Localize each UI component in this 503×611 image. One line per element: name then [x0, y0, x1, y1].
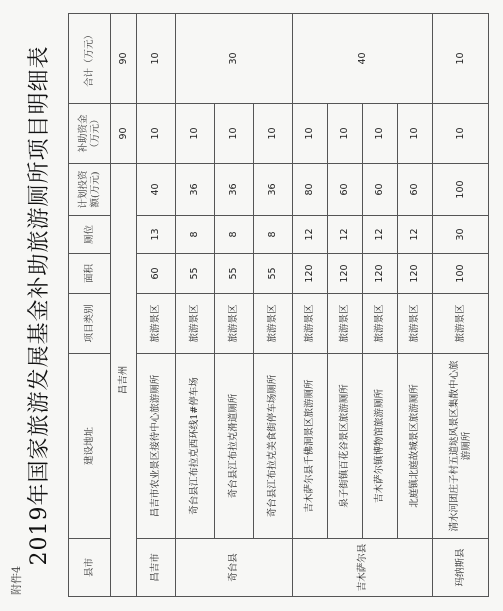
subsidy-cell: 10 [176, 104, 215, 164]
stalls-cell: 30 [433, 216, 489, 254]
area-cell: 120 [293, 254, 328, 294]
subsidy-cell: 10 [433, 104, 489, 164]
header-investment: 计划投资额(万元) [69, 164, 111, 216]
total-cell: 10 [137, 14, 176, 104]
subsidy-cell: 10 [293, 104, 328, 164]
type-cell: 旅游景区 [363, 294, 398, 354]
subsidy-cell: 10 [328, 104, 363, 164]
header-type: 项目类别 [69, 294, 111, 354]
subtotal-row [111, 14, 137, 597]
header-total: 合计（万元） [69, 14, 111, 104]
attachment-label: 附件4 [10, 566, 23, 595]
investment-cell: 80 [293, 164, 328, 216]
stalls-cell: 8 [176, 216, 215, 254]
document-title: 2019年国家旅游发展基金补助旅游厕所项目明细表 [27, 45, 52, 566]
header-address: 建设地址 [69, 354, 111, 539]
table-row [137, 14, 176, 597]
investment-cell: 36 [254, 164, 293, 216]
header-stalls: 厕位 [69, 216, 111, 254]
county-cell: 玛纳斯县 [433, 539, 489, 597]
project-table [68, 13, 489, 597]
county-cell: 昌吉市 [137, 539, 176, 597]
table-row [433, 14, 489, 597]
table-row [293, 14, 328, 597]
type-cell: 旅游景区 [328, 294, 363, 354]
address-cell: 清水河团庄子村五道垯风景区集散中心旅游厕所 [433, 354, 489, 539]
header-row [69, 14, 111, 597]
subtotal-total: 90 [111, 14, 137, 104]
county-cell: 奇台县 [176, 539, 293, 597]
subtotal-subsidy: 90 [111, 104, 137, 164]
type-cell: 旅游景区 [176, 294, 215, 354]
subsidy-cell: 10 [254, 104, 293, 164]
area-cell: 100 [433, 254, 489, 294]
total-cell: 40 [293, 14, 433, 104]
area-cell: 120 [398, 254, 433, 294]
type-cell: 旅游景区 [398, 294, 433, 354]
type-cell: 旅游景区 [137, 294, 176, 354]
investment-cell: 36 [176, 164, 215, 216]
total-cell: 10 [433, 14, 489, 104]
subsidy-cell: 10 [363, 104, 398, 164]
area-cell: 55 [254, 254, 293, 294]
header-area: 面积 [69, 254, 111, 294]
header-county: 县市 [69, 539, 111, 597]
stalls-cell: 12 [363, 216, 398, 254]
type-cell: 旅游景区 [293, 294, 328, 354]
area-cell: 120 [328, 254, 363, 294]
address-cell: 奇台县江布拉克滑道厕所 [215, 354, 254, 539]
address-cell: 泉子街镇百花谷景区旅游厕所 [328, 354, 363, 539]
investment-cell: 60 [363, 164, 398, 216]
header-subsidy: 补助资金（万元） [69, 104, 111, 164]
stalls-cell: 12 [328, 216, 363, 254]
table-row [176, 14, 215, 597]
subsidy-cell: 10 [398, 104, 433, 164]
type-cell: 旅游景区 [433, 294, 489, 354]
investment-cell: 40 [137, 164, 176, 216]
area-cell: 55 [176, 254, 215, 294]
stalls-cell: 8 [215, 216, 254, 254]
stalls-cell: 12 [293, 216, 328, 254]
investment-cell: 100 [433, 164, 489, 216]
subtotal-label: 昌吉州 [111, 164, 137, 597]
stalls-cell: 8 [254, 216, 293, 254]
address-cell: 吉木萨尔县千佛洞景区旅游厕所 [293, 354, 328, 539]
area-cell: 60 [137, 254, 176, 294]
investment-cell: 60 [328, 164, 363, 216]
address-cell: 昌吉市农业景区接待中心旅游厕所 [137, 354, 176, 539]
area-cell: 55 [215, 254, 254, 294]
subsidy-cell: 10 [215, 104, 254, 164]
address-cell: 吉木萨尔镇博物馆旅游厕所 [363, 354, 398, 539]
investment-cell: 36 [215, 164, 254, 216]
subsidy-cell: 10 [137, 104, 176, 164]
investment-cell: 60 [398, 164, 433, 216]
county-cell: 吉木萨尔县 [293, 539, 433, 597]
stalls-cell: 12 [398, 216, 433, 254]
stalls-cell: 13 [137, 216, 176, 254]
address-cell: 奇台县江布拉克美食街停车场厕所 [254, 354, 293, 539]
area-cell: 120 [363, 254, 398, 294]
address-cell: 北庭镇北庭故城景区旅游厕所 [398, 354, 433, 539]
type-cell: 旅游景区 [215, 294, 254, 354]
address-cell: 奇台县江布拉克西环线1#停车场 [176, 354, 215, 539]
type-cell: 旅游景区 [254, 294, 293, 354]
total-cell: 30 [176, 14, 293, 104]
